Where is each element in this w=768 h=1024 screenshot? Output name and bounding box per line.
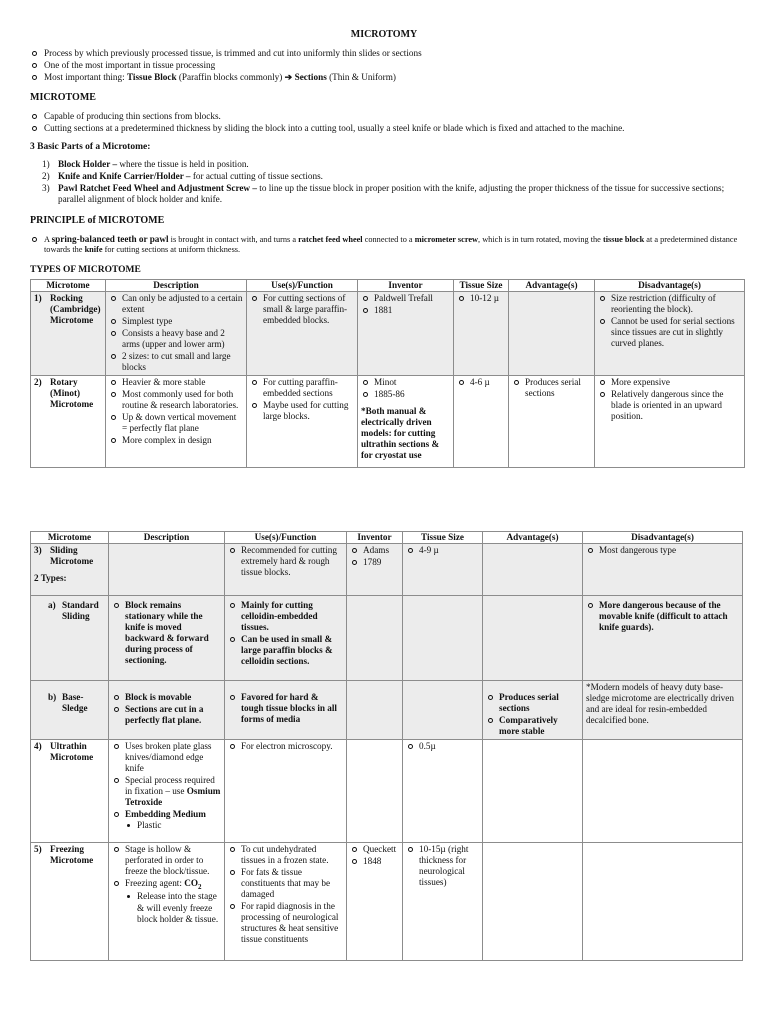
- disadvantages-cell: [583, 681, 743, 740]
- principle-heading: PRINCIPLE of MICROTOME: [30, 215, 165, 226]
- tissue-size-cell: 10-12 µ: [454, 292, 509, 376]
- intro-bullet: One of the most important in tissue processing: [30, 60, 742, 71]
- part-item: 2) Knife and Knife Carrier/Holder – for actual cutting of tissue sections.: [42, 171, 323, 182]
- microtome-heading: MICROTOME: [30, 92, 96, 103]
- description-cell: [109, 544, 225, 596]
- uses-cell: Mainly for cutting celloidin-embedded tissues. Can be used in small & large paraffin blocks & celloidin sections.: [225, 596, 347, 681]
- microtome-name-cell: 2) Rotary (Minot) Microtome: [31, 376, 106, 468]
- tissue-size-cell: 10-15µ (right thickness for neurological tissues): [403, 843, 483, 961]
- uses-cell: To cut undehydrated tissues in a frozen state. For fats & tissue constituents that may be damaged For rapid diagnosis in the processing of neurological structures & heat sensitive tissue constituents: [225, 843, 347, 961]
- microtome-table-2: [30, 531, 743, 961]
- microtome-bullet: Cutting sections at a predetermined thickness by sliding the block into a cutting tool, usually a steel knife or blade which is fixed and attached to the machine.: [30, 123, 742, 134]
- uses-cell: For electron microscopy.: [225, 740, 347, 843]
- microtome-name-cell: 1) Rocking (Cambridge) Microtome: [31, 292, 106, 376]
- tissue-size-cell: [403, 596, 483, 681]
- uses-cell: Recommended for cutting extremely hard & rough tissue blocks.: [225, 544, 347, 596]
- disadvantages-cell: [583, 740, 743, 843]
- microtome-name-cell: b) Base-Sledge: [31, 681, 109, 740]
- table-row-ultrathin: [31, 740, 743, 843]
- table-row-rocking: [31, 292, 745, 376]
- disadvantages-cell: Most dangerous type: [583, 544, 743, 596]
- advantages-cell: [483, 740, 583, 843]
- microtome-name-cell: 5) Freezing Microtome: [31, 843, 109, 961]
- tissue-size-cell: 0.5µ: [403, 740, 483, 843]
- table-row-base-sledge: [31, 681, 743, 740]
- arrow-icon: ➔: [284, 72, 293, 83]
- types-label: 2 Types:: [34, 573, 67, 584]
- column-header: Use(s)/Function: [247, 280, 358, 292]
- intro-section: [30, 48, 742, 84]
- description-cell: Heavier & more stable Most commonly used for both routine & research laboratories. Up & down vertical movement = perfectly flat plane More complex in design: [106, 376, 247, 468]
- microtome-name-cell: 3) Sliding Microtome 2 Types:: [31, 544, 109, 596]
- inventor-cell: Minot 1885-86 *Both manual & electrically driven models: for cutting ultrathin sections & for cryostat use: [358, 376, 454, 468]
- tissue-size-cell: [403, 681, 483, 740]
- inventor-cell: Queckett 1848: [347, 843, 403, 961]
- inventor-cell: [347, 681, 403, 740]
- microtome-section: [30, 111, 742, 135]
- types-heading: TYPES OF MICROTOME: [30, 265, 141, 275]
- disadvantages-cell: More dangerous because of the movable knife (difficult to attach knife guards).: [583, 596, 743, 681]
- tissue-size-cell: 4-9 µ: [403, 544, 483, 596]
- column-header: Description: [106, 280, 247, 292]
- inventor-cell: Paldwell Trefall 1881: [358, 292, 454, 376]
- column-header: Disadvantage(s): [595, 280, 745, 292]
- description-cell: Uses broken plate glass knives/diamond edge knife Special process required in fixation – use Osmium Tetroxide Embedding Medium Plastic: [109, 740, 225, 843]
- description-cell: Block remains stationary while the knife is moved backward & forward during process of sectioning.: [109, 596, 225, 681]
- inventor-cell: Adams 1789: [347, 544, 403, 596]
- disadvantages-cell: More expensive Relatively dangerous since the blade is oriented in an upward position.: [595, 376, 745, 468]
- parts-section: [30, 159, 742, 206]
- column-header: Tissue Size: [454, 280, 509, 292]
- description-cell: Stage is hollow & perforated in order to freeze the block/tissue. Freezing agent: $CO_2$ Release into the stage & will evenly freeze block holder & tissue.: [109, 843, 225, 961]
- table-row-standard-sliding: [31, 596, 743, 681]
- advantages-cell: Produces serial sections Comparatively more stable: [483, 681, 583, 740]
- intro-bullet: Most important thing: Tissue Block (Paraffin blocks commonly) ➔ Sections (Thin & Uniform): [30, 72, 742, 83]
- uses-cell: For cutting sections of small & large paraffin-embedded blocks.: [247, 292, 358, 376]
- table-header-row: [31, 532, 743, 544]
- disadvantages-cell: [583, 843, 743, 961]
- part-item: 3) Pawl Ratchet Feed Wheel and Adjustment Screw – to line up the tissue block in proper position with the knife, adjusting the proper thickness of the tissue for successive sections; parallel alignment of block holder and knife.: [42, 183, 725, 205]
- column-header: Advantage(s): [483, 532, 583, 544]
- table-row-sliding: [31, 544, 743, 596]
- disadvantages-cell: Size restriction (difficulty of reorienting the block). Cannot be used for serial sections since tissues are cut in slightly curved planes.: [595, 292, 745, 376]
- disadvantage-note: *Modern models of heavy duty base-sledge microtome are electrically driven and are ideal for resin-embedded decalcified bone.: [586, 682, 734, 726]
- principle-text: A spring-balanced teeth or pawl is brought in contact with, and turns a ratchet feed wheel connected to a micrometer screw, which is in turn rotated, moving the tissue block at a predetermined distance towards the knife for cutting sections at uniform thickness.: [30, 234, 742, 255]
- microtome-bullet: Capable of producing thin sections from blocks.: [30, 111, 742, 122]
- advantages-cell: [483, 596, 583, 681]
- uses-cell: Favored for hard & tough tissue blocks in all forms of media: [225, 681, 347, 740]
- parts-heading: 3 Basic Parts of a Microtome:: [30, 142, 151, 152]
- column-header: Description: [109, 532, 225, 544]
- uses-cell: For cutting paraffin-embedded sections Maybe used for cutting large blocks.: [247, 376, 358, 468]
- advantages-cell: Produces serial sections: [509, 376, 595, 468]
- intro-bullet: Process by which previously processed tissue, is trimmed and cut into uniformly thin slides or sections: [30, 48, 742, 59]
- microtome-table-1: [30, 279, 745, 468]
- table-row-rotary: [31, 376, 745, 468]
- inventor-cell: [347, 596, 403, 681]
- principle-section: [30, 234, 742, 256]
- column-header: Microtome: [31, 532, 109, 544]
- advantages-cell: [509, 292, 595, 376]
- column-header: Advantage(s): [509, 280, 595, 292]
- microtome-name-cell: a) Standard Sliding: [31, 596, 109, 681]
- tissue-size-cell: 4-6 µ: [454, 376, 509, 468]
- column-header: Inventor: [358, 280, 454, 292]
- microtome-name-cell: 4) Ultrathin Microtome: [31, 740, 109, 843]
- table-row-freezing: [31, 843, 743, 961]
- column-header: Tissue Size: [403, 532, 483, 544]
- part-item: 1) Block Holder – where the tissue is held in position.: [42, 159, 249, 169]
- table-header-row: [31, 280, 745, 292]
- column-header: Use(s)/Function: [225, 532, 347, 544]
- inventor-note: *Both manual & electrically driven models: for cutting ultrathin sections & for cryostat use: [361, 406, 440, 461]
- column-header: Inventor: [347, 532, 403, 544]
- column-header: Disadvantage(s): [583, 532, 743, 544]
- advantages-cell: [483, 544, 583, 596]
- inventor-cell: [347, 740, 403, 843]
- advantages-cell: [483, 843, 583, 961]
- column-header: Microtome: [31, 280, 106, 292]
- page-title: MICROTOMY: [350, 29, 418, 40]
- description-cell: Can only be adjusted to a certain extent Simplest type Consists a heavy base and 2 arms (upper and lower arm) 2 sizes: to cut small and large blocks: [106, 292, 247, 376]
- description-cell: Block is movable Sections are cut in a perfectly flat plane.: [109, 681, 225, 740]
